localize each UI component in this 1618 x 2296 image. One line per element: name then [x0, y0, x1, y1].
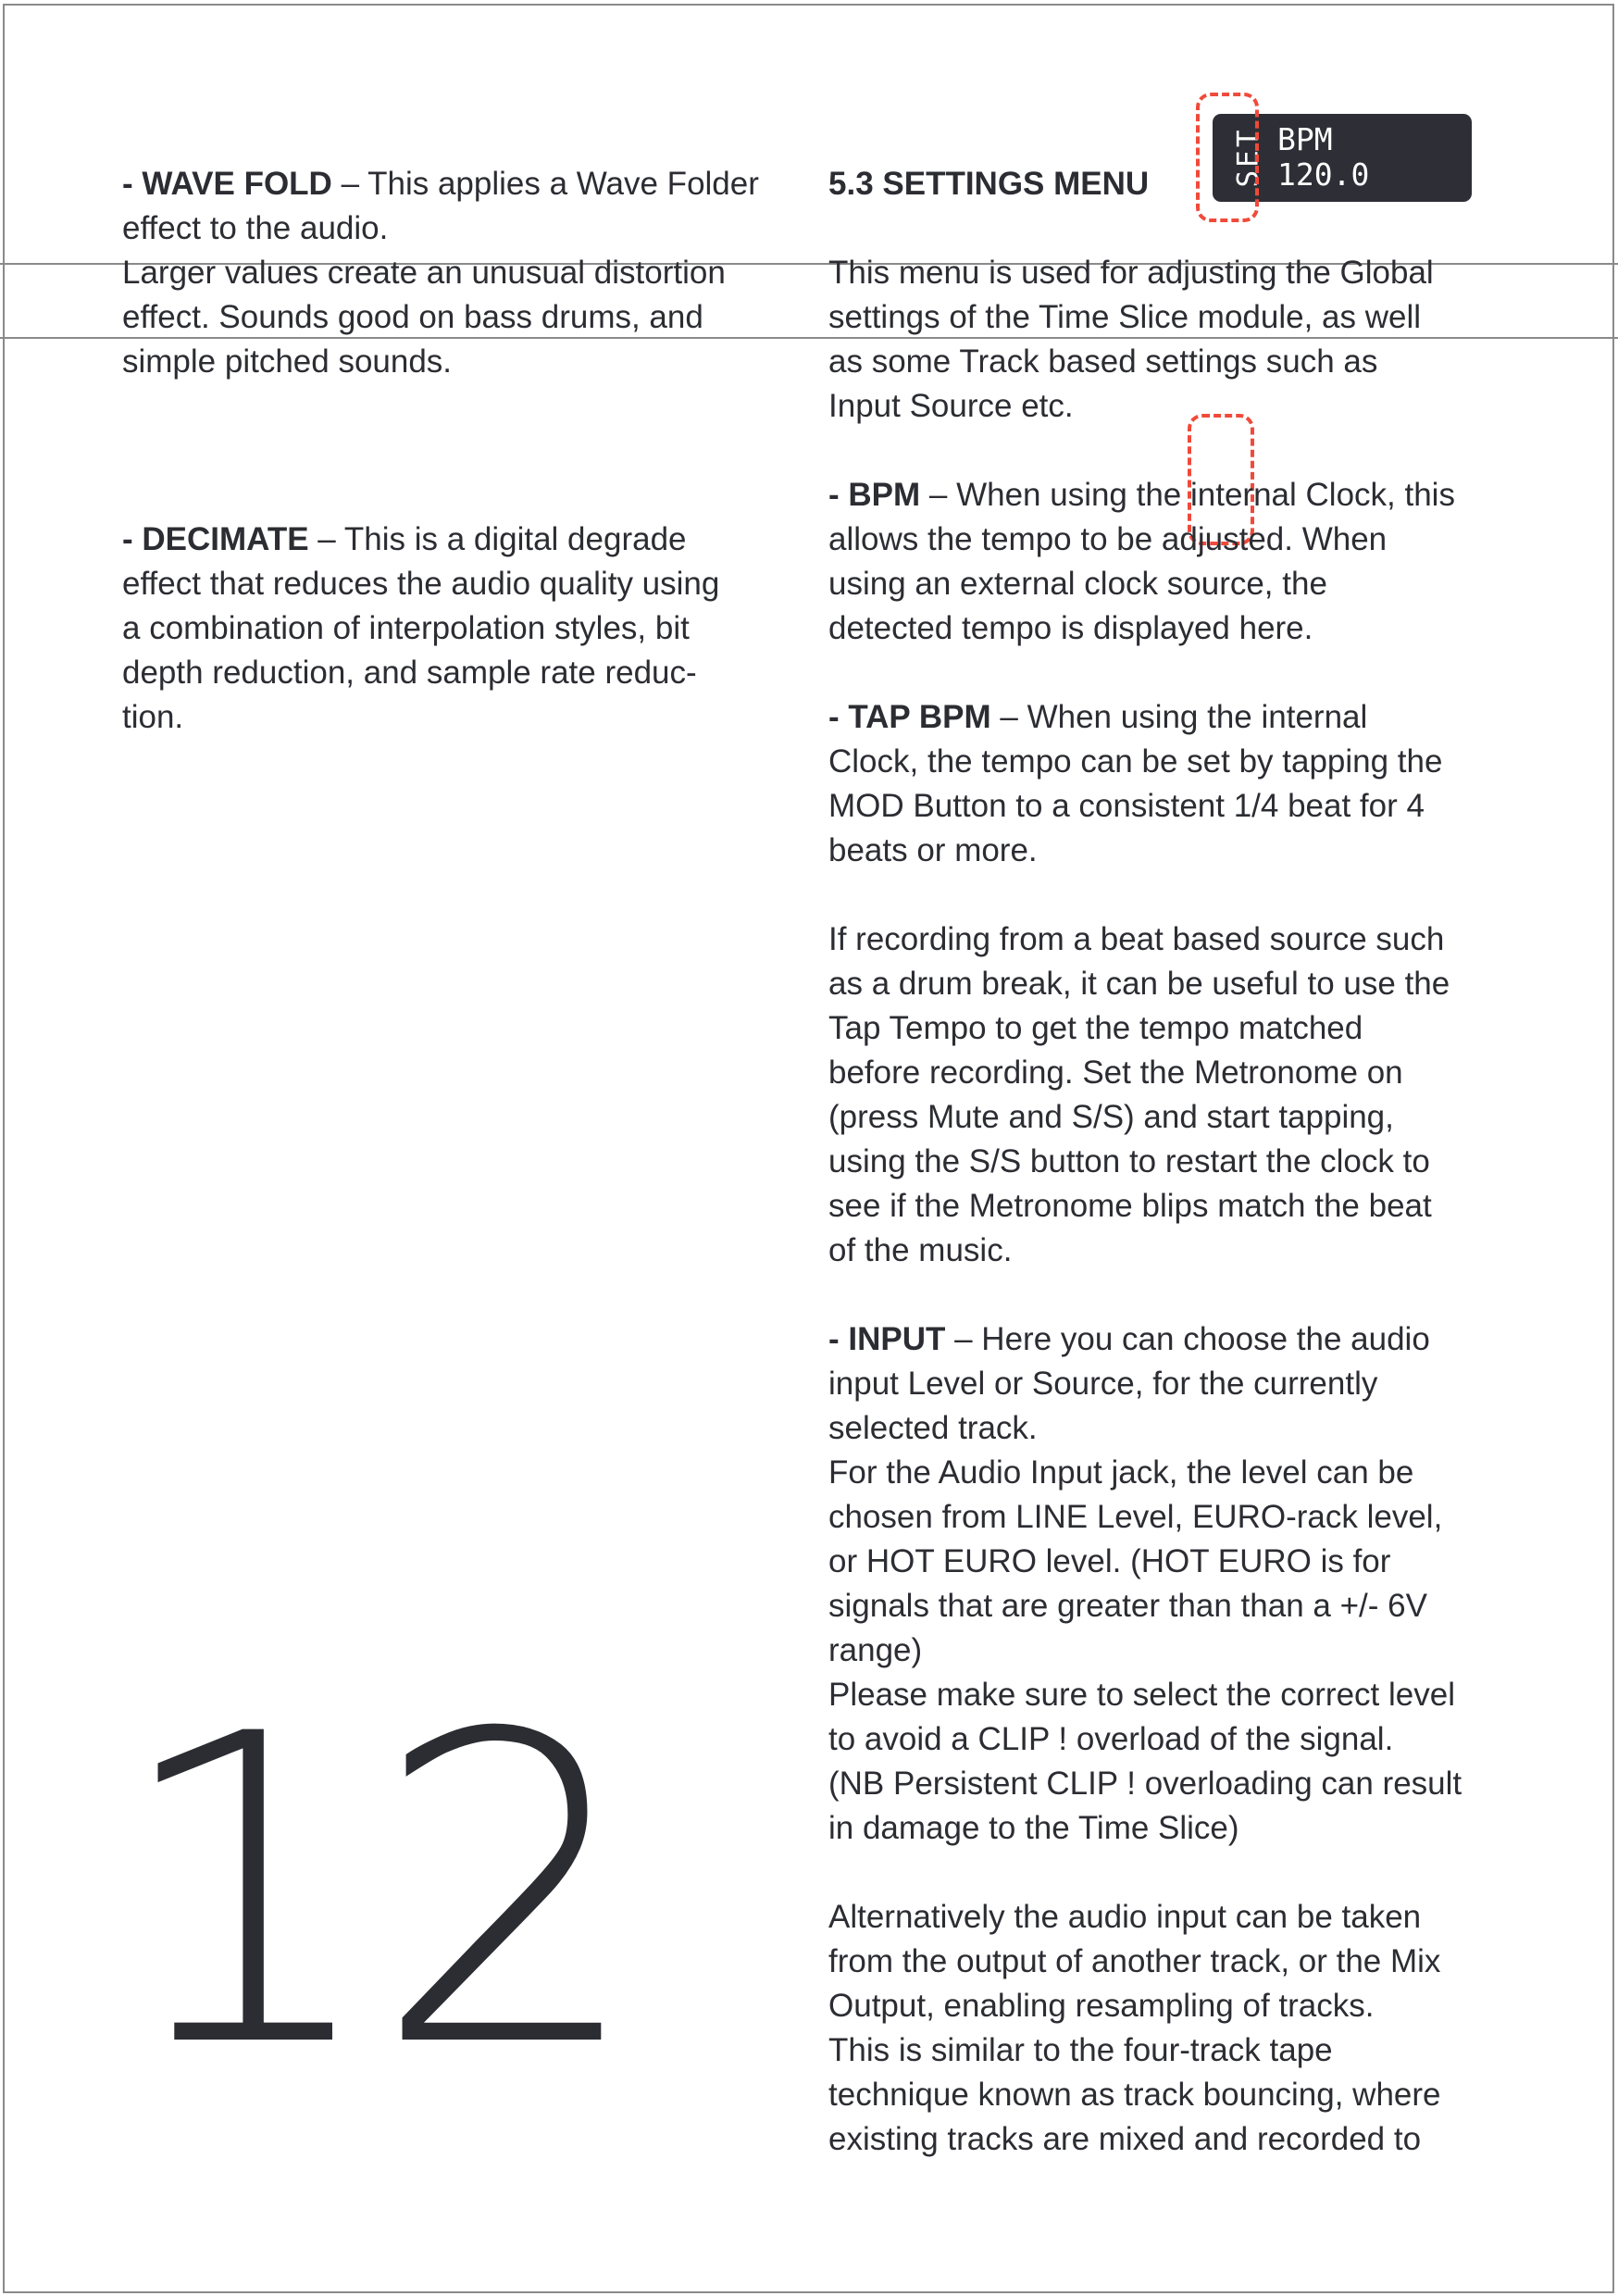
- bpm-line: allows the tempo to be adjusted. When: [828, 521, 1388, 557]
- tap-bpm-section: [828, 695, 1569, 873]
- tap-note-line: If recording from a beat based source such: [828, 921, 1445, 957]
- display-line-1: BPM: [1277, 121, 1333, 157]
- input-line: in damage to the Time Slice): [828, 1810, 1239, 1846]
- wave-fold-section: [122, 162, 807, 384]
- intro-line: as some Track based settings such as: [828, 343, 1378, 380]
- wave-fold-title: - WAVE FOLD: [122, 166, 332, 202]
- bpm-line: - BPM – When using the internal Clock, this: [828, 477, 1455, 513]
- wave-fold-line: effect. Sounds good on bass drums, and: [122, 299, 703, 335]
- resample-line: from the output of another track, or the Mix: [828, 1943, 1441, 1979]
- left-column: [122, 162, 807, 740]
- wave-fold-line: Larger values create an unusual distortion: [122, 255, 726, 291]
- intro-line: settings of the Time Slice module, as well: [828, 299, 1422, 335]
- resample-line: Output, enabling resampling of tracks.: [828, 1988, 1375, 2024]
- bpm-line: detected tempo is displayed here.: [828, 610, 1313, 646]
- tap-bpm-line: - TAP BPM – When using the internal: [828, 699, 1368, 735]
- decimate-line: a combination of interpolation styles, bit: [122, 610, 690, 646]
- resample-line: Alternatively the audio input can be taken: [828, 1899, 1422, 1935]
- tap-bpm-line: Clock, the tempo can be set by tapping the: [828, 743, 1443, 780]
- intro-line: Input Source etc.: [828, 388, 1074, 424]
- input-line: range): [828, 1632, 923, 1668]
- input-line: chosen from LINE Level, EURO-rack level,: [828, 1499, 1443, 1535]
- settings-heading: 5.3 SETTINGS MENU: [828, 166, 1150, 202]
- input-line: signals that are greater than than a +/- 6V: [828, 1588, 1427, 1624]
- wave-fold-line: simple pitched sounds.: [122, 343, 453, 380]
- highlight-callout: [1196, 93, 1259, 222]
- input-line: - INPUT – Here you can choose the audio: [828, 1321, 1430, 1357]
- tap-note-line: using the S/S button to restart the clock to: [828, 1143, 1430, 1179]
- wave-fold-line: effect to the audio.: [122, 210, 389, 246]
- tap-note-line: see if the Metronome blips match the beat: [828, 1188, 1432, 1224]
- bpm-line: using an external clock source, the: [828, 566, 1327, 602]
- display-line-2: 120.0: [1277, 156, 1370, 193]
- tap-note-section: [828, 917, 1569, 1273]
- wave-fold-line: - WAVE FOLD – This applies a Wave Folder: [122, 166, 759, 202]
- tap-bpm-line: beats or more.: [828, 832, 1038, 868]
- decimate-line: tion.: [122, 699, 184, 735]
- input-line: (NB Persistent CLIP ! overloading can result: [828, 1766, 1462, 1802]
- resample-line: This is similar to the four-track tape: [828, 2032, 1333, 2068]
- resample-line: technique known as track bouncing, where: [828, 2077, 1441, 2113]
- input-section: [828, 1317, 1569, 1851]
- display-side-label: SET: [1231, 127, 1265, 188]
- tap-note-line: Tap Tempo to get the tempo matched: [828, 1010, 1363, 1046]
- settings-intro: [828, 251, 1569, 429]
- tap-note-line: before recording. Set the Metronome on: [828, 1054, 1403, 1091]
- tap-note-line: (press Mute and S/S) and start tapping,: [828, 1099, 1394, 1135]
- input-line: For the Audio Input jack, the level can be: [828, 1454, 1414, 1491]
- resample-section: [828, 1895, 1569, 2162]
- tap-note-line: of the music.: [828, 1232, 1013, 1268]
- tap-bpm-title: - TAP BPM: [828, 699, 991, 735]
- tap-note-line: as a drum break, it can be useful to use the: [828, 966, 1450, 1002]
- resample-line: existing tracks are mixed and recorded to: [828, 2121, 1422, 2157]
- input-line: selected track.: [828, 1410, 1038, 1446]
- decimate-title: - DECIMATE: [122, 521, 309, 557]
- input-line: or HOT EURO level. (HOT EURO is for: [828, 1543, 1391, 1579]
- bpm-section: [828, 473, 1569, 651]
- intro-line: This menu is used for adjusting the Global: [828, 255, 1434, 291]
- input-line: to avoid a CLIP ! overload of the signal.: [828, 1721, 1394, 1757]
- input-line: Please make sure to select the correct level: [828, 1677, 1455, 1713]
- decimate-line: effect that reduces the audio quality using: [122, 566, 720, 602]
- decimate-line: depth reduction, and sample rate reduc-: [122, 655, 697, 691]
- bpm-title: - BPM: [828, 477, 921, 513]
- input-title: - INPUT: [828, 1321, 946, 1357]
- tap-bpm-line: MOD Button to a consistent 1/4 beat for 4: [828, 788, 1425, 824]
- input-line: input Level or Source, for the currently: [828, 1366, 1378, 1402]
- right-column: [828, 251, 1569, 2162]
- page-number: 12: [111, 1645, 635, 2140]
- decimate-line: - DECIMATE – This is a digital degrade: [122, 521, 687, 557]
- decimate-section: [122, 518, 807, 740]
